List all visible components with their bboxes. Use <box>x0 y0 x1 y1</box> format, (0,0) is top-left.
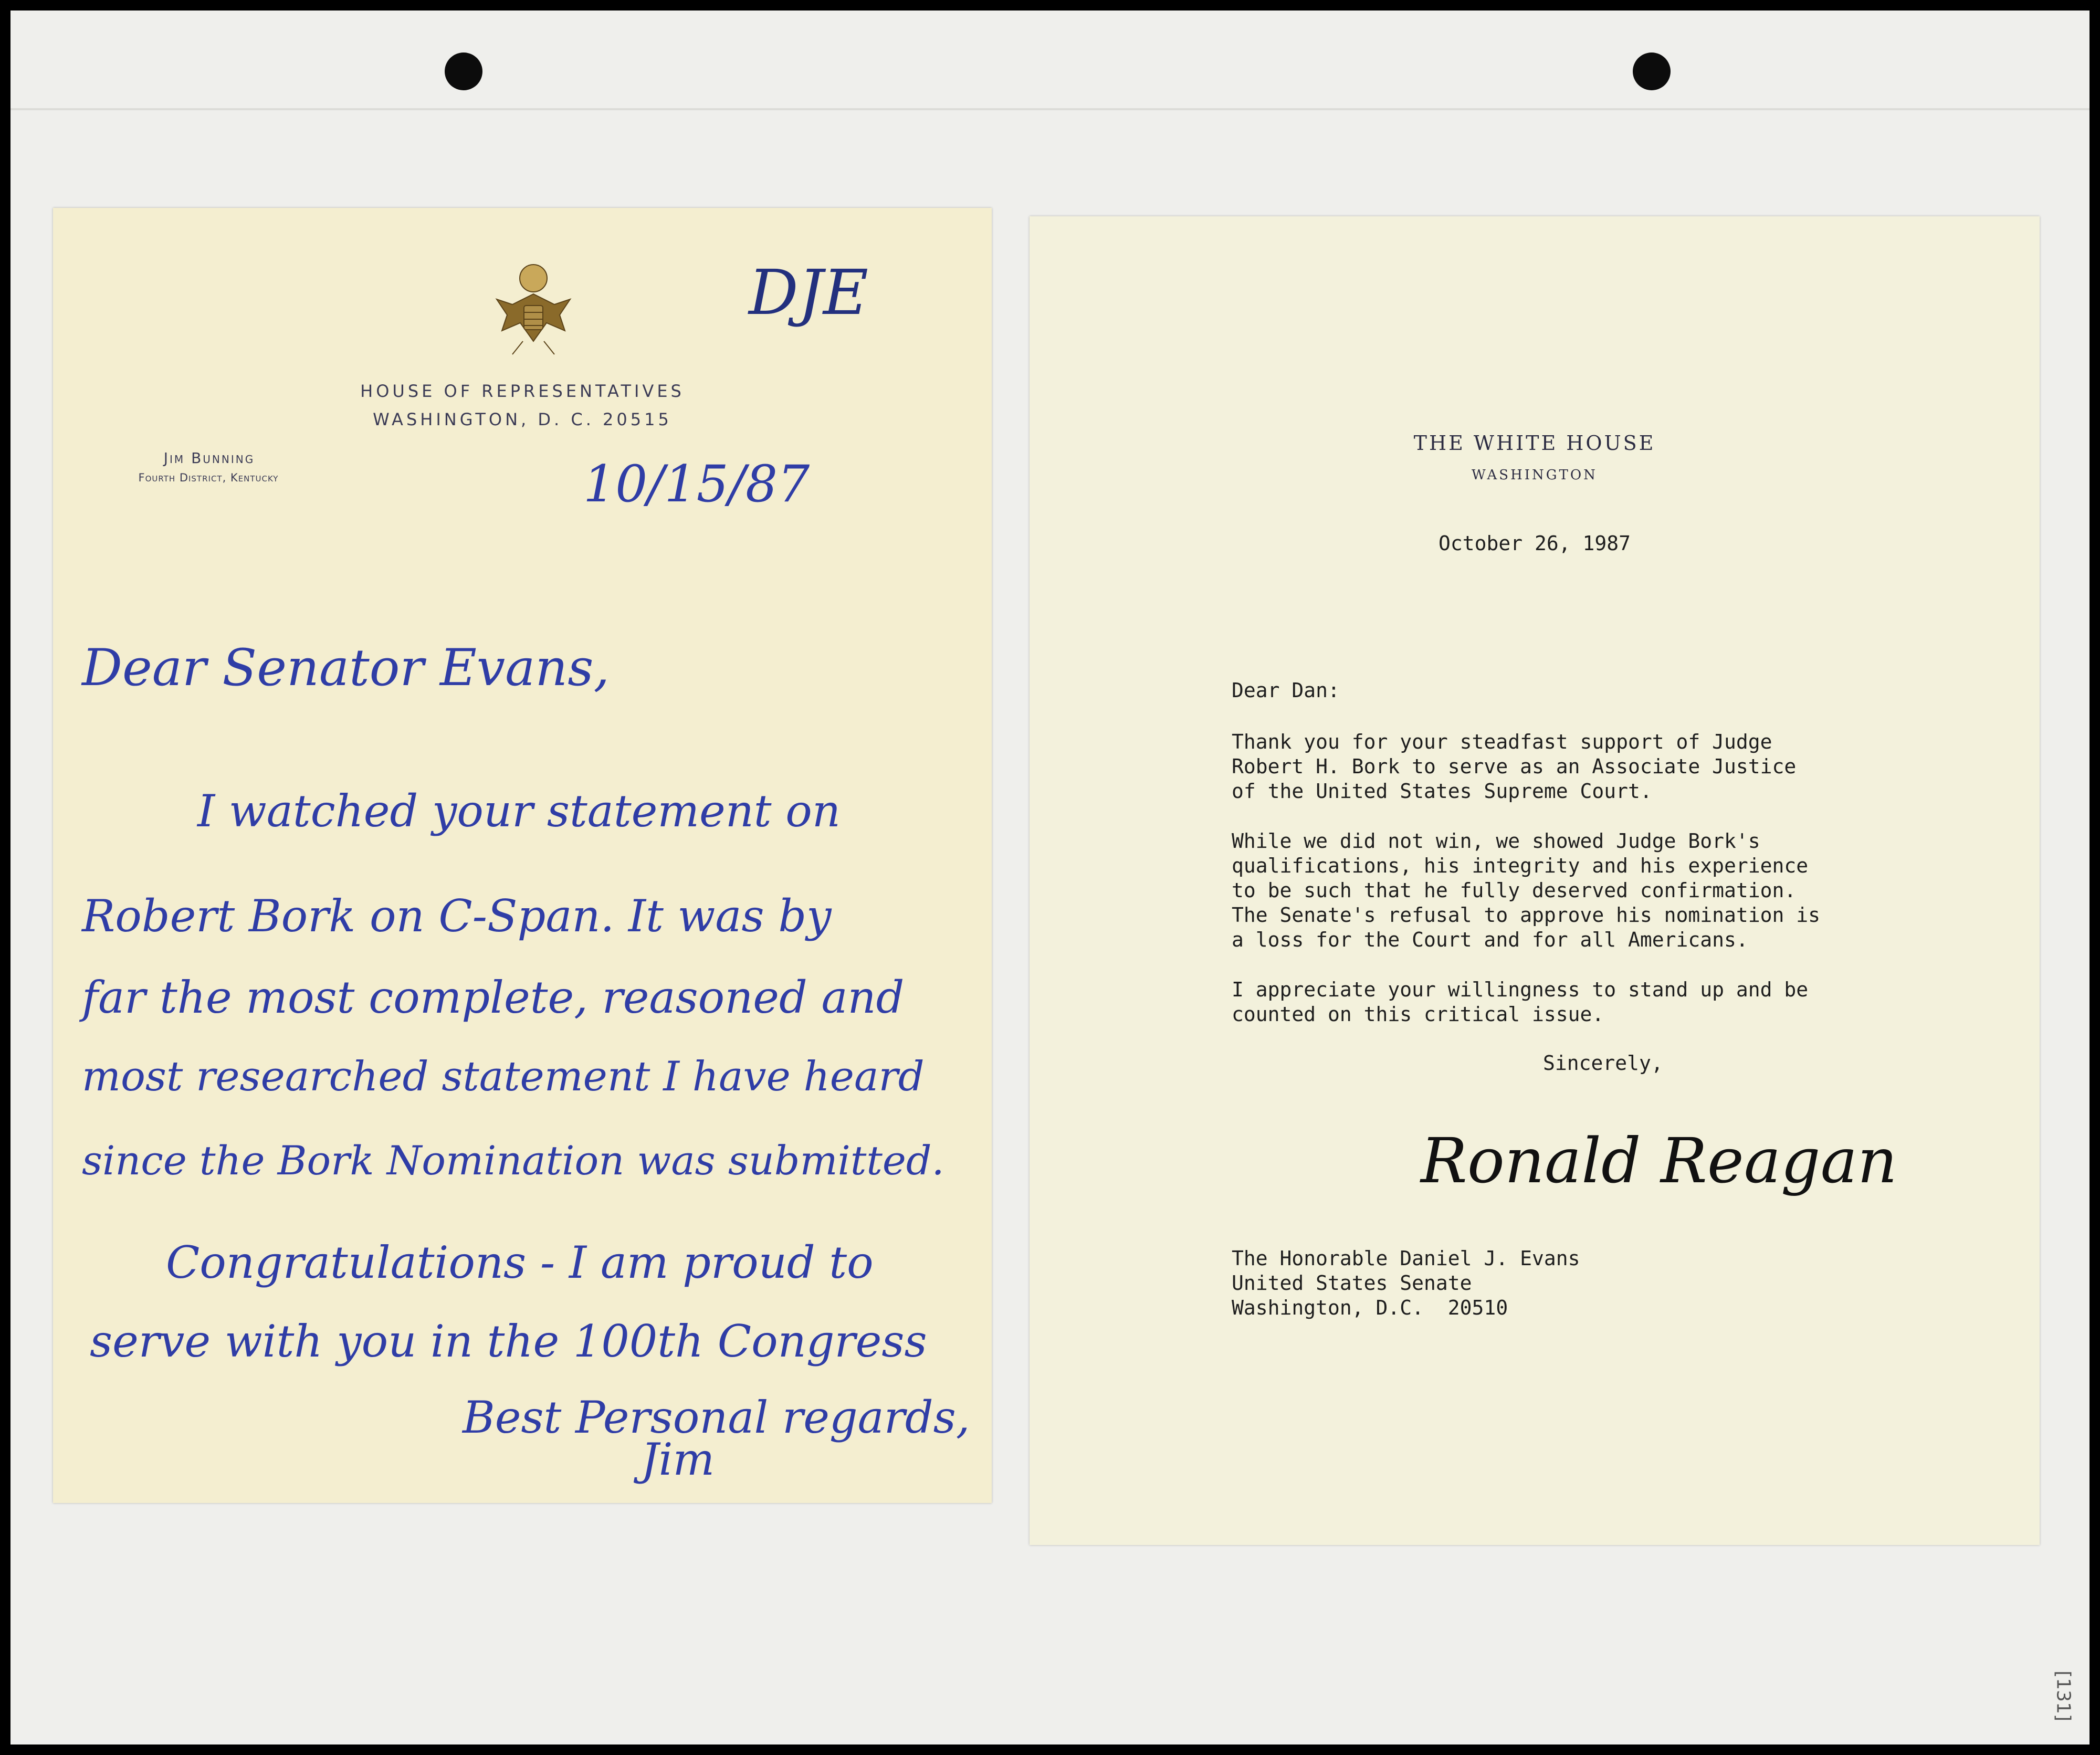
recipient-address: The Honorable Daniel J. Evans United States Senate Washington, D.C. 20510 <box>1232 1247 1580 1319</box>
handwritten-body <box>53 208 992 1503</box>
letter-paragraph: While we did not win, we showed Judge Bork's qualifications, his integrity and his experience to be such that he fully deserved confirmation. The Senate's refusal to approve his nomination is a loss for the Court and for all Americans. <box>1232 829 1821 951</box>
binder-hole-icon <box>1633 52 1671 90</box>
page-number <box>2048 1664 2079 1727</box>
page-fold-line <box>10 108 2090 110</box>
handwritten-initials: DJE <box>749 256 869 329</box>
letter-greeting: Dear Dan: <box>1232 679 1340 702</box>
letter-paragraph: I appreciate your willingness to stand up and be counted on this critical issue. <box>1232 978 1809 1026</box>
handwritten-date: 10/15/87 <box>583 455 810 513</box>
letterhead-subtitle: WASHINGTON <box>1472 467 1598 483</box>
member-district: Fourth District, Kentucky <box>138 471 279 484</box>
handwritten-line: serve with you in the 100th Congress <box>90 1316 927 1367</box>
letterhead-title: THE WHITE HOUSE <box>1413 432 1656 455</box>
handwritten-salutation: Dear Senator Evans, <box>82 638 610 697</box>
signature-text: Ronald Reagan <box>1421 1125 1897 1197</box>
signature <box>1421 1109 1897 1214</box>
white-house-letter <box>1030 216 2040 1545</box>
page-number-text: [131] <box>2052 1670 2074 1721</box>
handwritten-signoff: Best Personal regards, <box>463 1392 970 1443</box>
album-page <box>10 10 2090 1745</box>
bunning-letter <box>53 208 992 1503</box>
member-name: Jim Bunning <box>163 449 255 467</box>
letter-paragraph: Thank you for your steadfast support of Judge Robert H. Bork to serve as an Associate Justice of the United States Supreme Court. <box>1232 730 1797 803</box>
handwritten-line: Robert Bork on C-Span. It was by <box>82 890 832 942</box>
binder-hole-icon <box>445 52 482 90</box>
handwritten-line: Congratulations - I am proud to <box>166 1237 874 1288</box>
letterhead-address: WASHINGTON, D. C. 20515 <box>373 409 672 429</box>
letter-closing: Sincerely, <box>1543 1052 1663 1075</box>
handwritten-line: since the Bork Nomination was submitted. <box>82 1137 944 1184</box>
letter-date: October 26, 1987 <box>1438 532 1631 555</box>
handwritten-line: far the most complete, reasoned and <box>82 972 905 1023</box>
handwritten-line: I watched your statement on <box>197 785 841 837</box>
handwritten-signature: Jim <box>641 1434 715 1485</box>
letterhead-house: HOUSE OF REPRESENTATIVES <box>360 381 685 401</box>
handwritten-line: most researched statement I have heard <box>82 1053 925 1100</box>
